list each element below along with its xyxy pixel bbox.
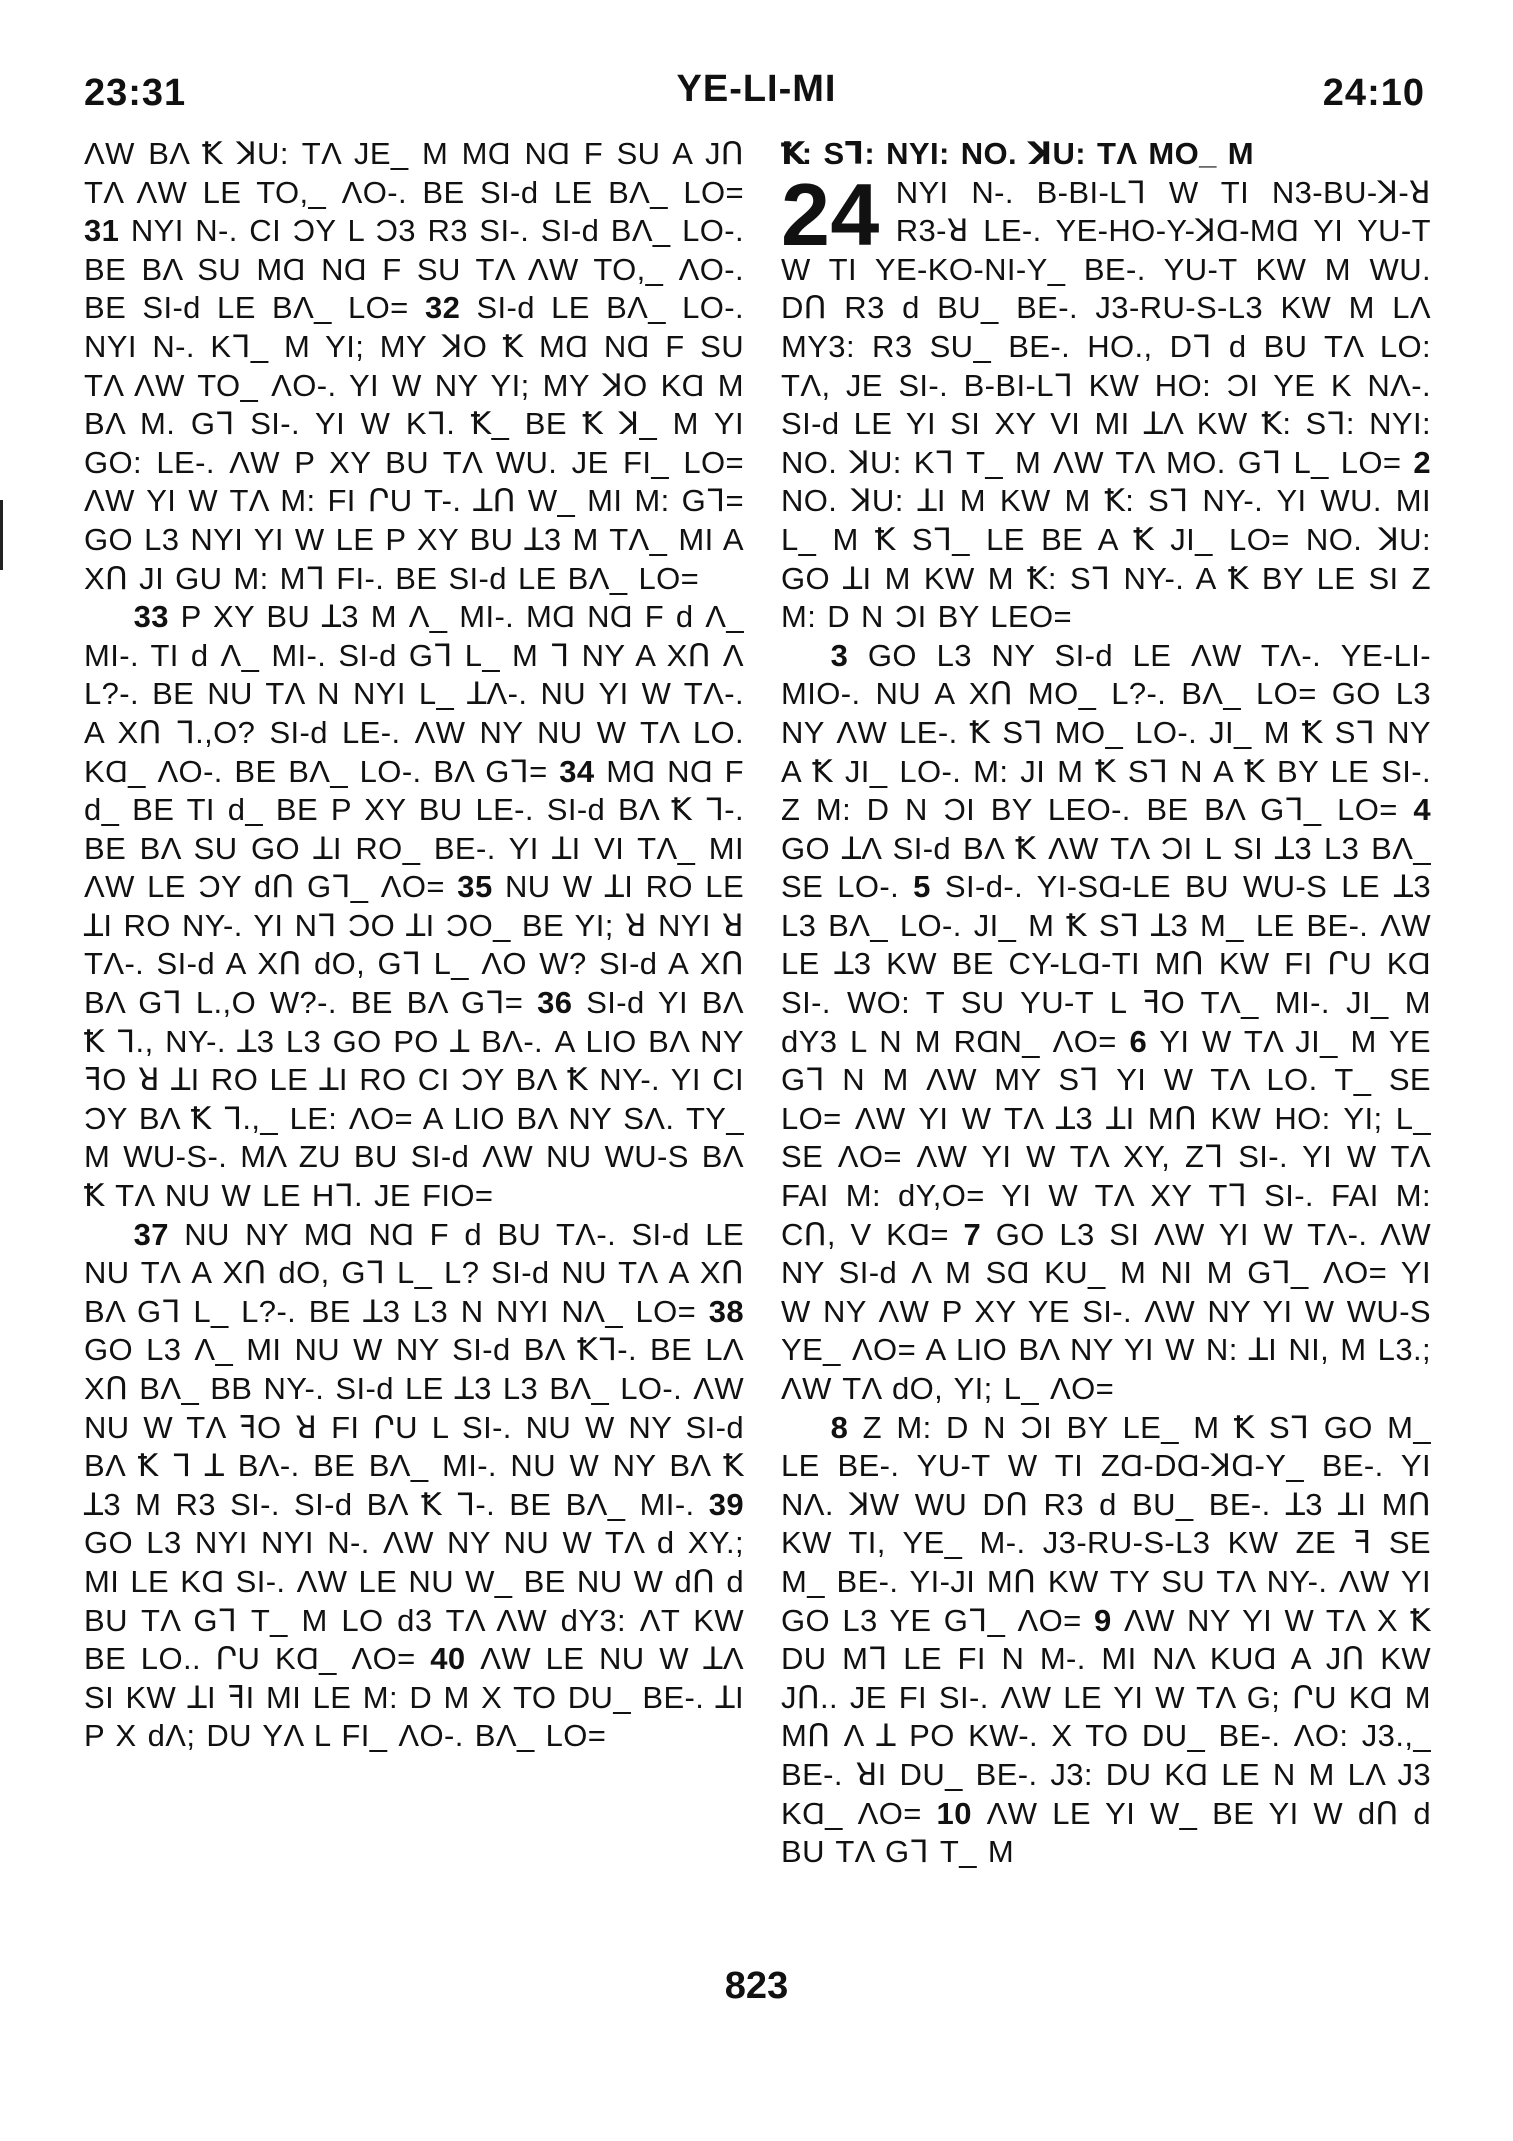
left-text-column: [84, 135, 744, 1756]
verse-number: 7: [963, 1216, 982, 1252]
verse-number: 35: [457, 869, 493, 905]
page-number: 823: [724, 1965, 789, 2007]
paragraph: [781, 1409, 1431, 1872]
verse-number: 37: [133, 1216, 169, 1252]
verse-number: 31: [84, 213, 120, 249]
verse-text: NU NY MⱭ NⱭ F d BU TΛ-. SI-d LE NU TΛ A XՈ dO, Gᒣ L_ L? SI-d NU TΛ A XՈ BΛ Gᒣ L_ L?-. BE ꓕ3 L3 N NYI NΛ_ LO=: [84, 1216, 744, 1329]
paragraph: [781, 637, 1431, 1409]
verse-text: SI-d YI BΛ Ꝁ ᒣ., NY-. ꓕ3 L3 GO PO ꓕ BΛ-. A LIO BΛ NY ꟻO ꓤ ꓕI RO LE ꓕI RO CI ƆY BΛ Ꝁ NY-. YI CI ƆY BΛ Ꝁ ᒣ.,_ LE: ΛO= A LIO BΛ NY SΛ. TY_ M WU-S-. MΛ ZU BU SI-d ΛW NU WU-S BΛ Ꝁ TΛ NU W LE Hᒣ. JE FIO=: [84, 985, 744, 1214]
verse-number: 5: [913, 869, 931, 905]
verse-number: 34: [559, 753, 595, 789]
right-text-column: [781, 135, 1431, 1872]
verse-text: GO ꓕΛ SI-d BΛ Ꝁ ΛW TΛ ƆI L SI ꓕ3 L3 BΛ_ SE LO-.: [781, 830, 1431, 905]
verse-number: 36: [537, 985, 573, 1021]
verse-number: 4: [1413, 792, 1431, 828]
chapter-heading-line: Ꝁ: Sᒣ: NYI: NO. ꓘU: TΛ MO_ M: [781, 136, 1255, 171]
verse-text: Z M: D N ƆI BY LE_ M Ꝁ Sᒣ GO M_ LE BE-. YU-T W TI ZⱭ-DⱭ-ꓘⱭ-Y_ BE-. YI NΛ. ꓘW WU DՈ R3 d BU_ BE-. ꓕ3 ꓕI MՈ KW TI, YE_ M-. J3-RU-S-L3 KW ZE ꟻ SE M_ BE-. YI-JI MՈ KW TY SU TΛ NY-. ΛW YI GO L3 YE Gᒣ_ ΛO=: [781, 1409, 1431, 1638]
verse-text: GO L3 NY SI-d LE ΛW TΛ-. YE-LI-MIO-. NU A XՈ MO_ L?-. BΛ_ LO= GO L3 NY ΛW LE-. Ꝁ Sᒣ MO_ LO-. JI_ M Ꝁ Sᒣ NY A Ꝁ JI_ LO-. M: JI M Ꝁ Sᒣ N A Ꝁ BY LE SI-. Z M: D N ƆI BY LEO-. BE BΛ Gᒣ_ LO=: [781, 637, 1431, 828]
verse-text: ΛW BΛ Ꝁ ꓘU: TΛ JE_ M MⱭ NⱭ F SU A JՈ TΛ ΛW LE TO,_ ΛO-. BE SI-d LE BΛ_ LO=: [84, 136, 744, 210]
verse-number: 33: [133, 599, 169, 635]
verse-text: MⱭ NⱭ F d_ BE TI d_ BE P XY BU LE-. SI-d BΛ Ꝁ ᒣ-. BE BΛ SU GO ꓕI RO_ BE-. YI ꓕI VI TΛ_ MI ΛW LE ƆY dՈ Gᒣ_ ΛO=: [84, 753, 745, 905]
verse-number: 6: [1129, 1023, 1148, 1059]
paragraph: [84, 598, 744, 1216]
verse-text: YI W TΛ JI_ M YE Gᒣ N M ΛW MY Sᒣ YI W TΛ LO. T_ SE LO= ΛW YI W TΛ ꓕ3 ꓕI MՈ KW HO: YI; L_ SE ΛO= ΛW YI W TΛ XY, Zᒣ SI-. YI W TΛ FAI M: dY,O= YI W TΛ XY Tᒣ SI-. FAI M: CՈ, V KⱭ=: [781, 1023, 1432, 1252]
verse-text: ΛW LE NU W ꓕΛ SI KW ꓕI ꟻI MI LE M: D M X TO DU_ BE-. ꓕI P X dΛ; DU YΛ L FI_ ΛO-. BΛ_ LO=: [84, 1641, 744, 1754]
verse-number: 3: [830, 637, 849, 673]
verse-text: GO L3 Λ_ MI NU W NY SI-d BΛ Ꝁᒣ-. BE LΛ XՈ BΛ_ BB NY-. SI-d LE ꓕ3 L3 BΛ_ LO-. ΛW NU W TΛ ꟻO ꓤ FI ՐU L SI-. NU W NY SI-d BΛ Ꝁ ᒣ ꓕ BΛ-. BE BΛ_ MI-. NU W NY BΛ Ꝁ ꓕ3 M R3 SI-. SI-d BΛ Ꝁ ᒣ-. BE BΛ_ MI-.: [84, 1332, 744, 1522]
chapter-number: 24: [781, 164, 880, 264]
verse-number: 39: [708, 1486, 745, 1522]
verse-text: ΛW NY YI W TΛ X Ꝁ DU Mᒣ LE FI N M-. MI NΛ KUⱭ A JՈ KW JՈ.. JE FI SI-. ΛW LE YI W TΛ G; ՐU KⱭ M MՈ Λ ꓕ PO KW-. X TO DU_ BE-. ΛO: J3.,_ BE-. ꓤI DU_ BE-. J3: DU KⱭ LE N M LΛ J3 KⱭ_ ΛO=: [781, 1602, 1432, 1831]
paragraph: [781, 164, 1431, 637]
verse-text: GO L3 SI ΛW YI W TΛ-. ΛW NY SI-d Λ M SⱭ KU_ M NI M Gᒣ_ ΛO= YI W NY ΛW P XY YE SI-. ΛW NY YI W WU-S YE_ ΛO= A LIO BΛ NY YI W N: ꓕI NI, M L3.; ΛW TΛ dO, YI; L_ ΛO=: [781, 1216, 1431, 1406]
verse-number: 2: [1413, 444, 1431, 480]
verse-number: 32: [424, 290, 461, 326]
paragraph: [84, 135, 744, 598]
paragraph: [84, 1216, 744, 1756]
verse-number: 9: [1094, 1602, 1112, 1638]
verse-text: NO. ꓘU: ꓕI M KW M Ꝁ: Sᒣ NY-. YI WU. MI L_ M Ꝁ Sᒣ_ LE BE A Ꝁ JI_ LO= NO. ꓘU: GO ꓕI M KW M Ꝁ: Sᒣ NY-. A Ꝁ BY LE SI Z M: D N ƆI BY LEO=: [781, 483, 1431, 635]
verse-text: GO L3 NYI NYI N-. ΛW NY NU W TΛ d XY.; MI LE KⱭ SI-. ΛW LE NU W_ BE NU W dՈ d BU TΛ Gᒣ T_ M LO d3 TΛ ΛW dY3: ΛT KW BE LO.. ՐU KⱭ_ ΛO=: [84, 1525, 744, 1677]
verse-text: SI-d LE BΛ_ LO-. NYI N-. Kᒣ_ M YI; MY ꓘO Ꝁ MⱭ NⱭ F SU TΛ ΛW TO_ ΛO-. YI W NY YI; MY ꓘO KⱭ M BΛ M. Gᒣ SI-. YI W Kᒣ. Ꝁ_ BE Ꝁ ꓘ_ M YI GO: LE-. ΛW P XY BU TΛ WU. JE FI_ LO= ΛW YI W TΛ M: FI ՐU T-. ꓕՈ W_ MI M: Gᒣ= GO L3 NYI YI W LE P XY BU ꓕ3 M TΛ_ MI A XՈ JI GU M: Mᒣ FI-. BE SI-d LE BΛ_ LO=: [84, 290, 745, 596]
verse-text: NYI N-. B-BI-Lᒣ W TI N3-BU-ꓘ-ꓤ R3-ꓤ LE-. YE-HO-Y-ꓘⱭ-MⱭ YI YU-T W TI YE-KO-NI-Y_ BE-. YU-T KW M WU. DՈ R3 d BU_ BE-. J3-RU-S-L3 KW M LΛ MY3: R3 SU_ BE-. HO., Dᒣ d BU TΛ LO: TΛ, JE SI-. B-BI-Lᒣ KW HO: ƆI YE K NΛ-. SI-d LE YI SI XY VI MI ꓕΛ KW Ꝁ: Sᒣ: NYI: NO. ꓘU: Kᒣ T_ M ΛW TΛ MO. Gᒣ L_ LO=: [781, 174, 1431, 480]
verse-text: NU W ꓕI RO LE ꓕI RO NY-. YI Nᒣ ƆO ꓕI ƆO_ BE YI; ꓤ NYI ꓤ TΛ-. SI-d A XՈ dO, Gᒣ L_ ΛO W? SI-d A XՈ BΛ Gᒣ L.,O W?-. BE BΛ Gᒣ=: [84, 869, 745, 1021]
verse-text: P XY BU ꓕ3 M Λ_ MI-. MⱭ NⱭ F d Λ_ MI-. TI d Λ_ MI-. SI-d Gᒣ L_ M ᒣ NY A XՈ Λ L?-. BE NU TΛ N NYI L_ ꓕΛ-. NU YI W TΛ-. A XՈ ᒣ.,O? SI-d LE-. ΛW NY NU W TΛ LO. KⱭ_ ΛO-. BE BΛ_ LO-. BΛ Gᒣ=: [84, 599, 745, 789]
verse-number: 8: [830, 1409, 849, 1445]
verse-number: 10: [936, 1795, 972, 1831]
header-right-reference: 24:10: [1322, 72, 1425, 114]
verse-text: SI-d-. YI-SⱭ-LE BU WU-S LE ꓕ3 L3 BΛ_ LO-. JI_ M Ꝁ Sᒣ ꓕ3 M_ LE BE-. ΛW LE ꓕ3 KW BE CY-LⱭ-TI MՈ KW FI ՐU KⱭ SI-. WO: T SU YU-T L ꟻO TΛ_ MI-. JI_ M dY3 L N M RⱭN_ ΛO=: [781, 869, 1432, 1059]
binding-edge-mark: [0, 500, 9, 570]
verse-number: 40: [430, 1641, 466, 1677]
verse-text: NYI N-. CI ƆY L Ɔ3 R3 SI-. SI-d BΛ_ LO-. BE BΛ SU MⱭ NⱭ F SU TΛ ΛW TO,_ ΛO-. BE SI-d LE BΛ_ LO=: [84, 213, 744, 326]
verse-number: 38: [708, 1293, 744, 1329]
page-title: YE-LI-MI: [676, 68, 837, 110]
header-left-reference: 23:31: [84, 72, 187, 114]
verse-text: ΛW LE YI W_ BE YI W dՈ d BU TΛ Gᒣ T_ M: [781, 1795, 1431, 1870]
